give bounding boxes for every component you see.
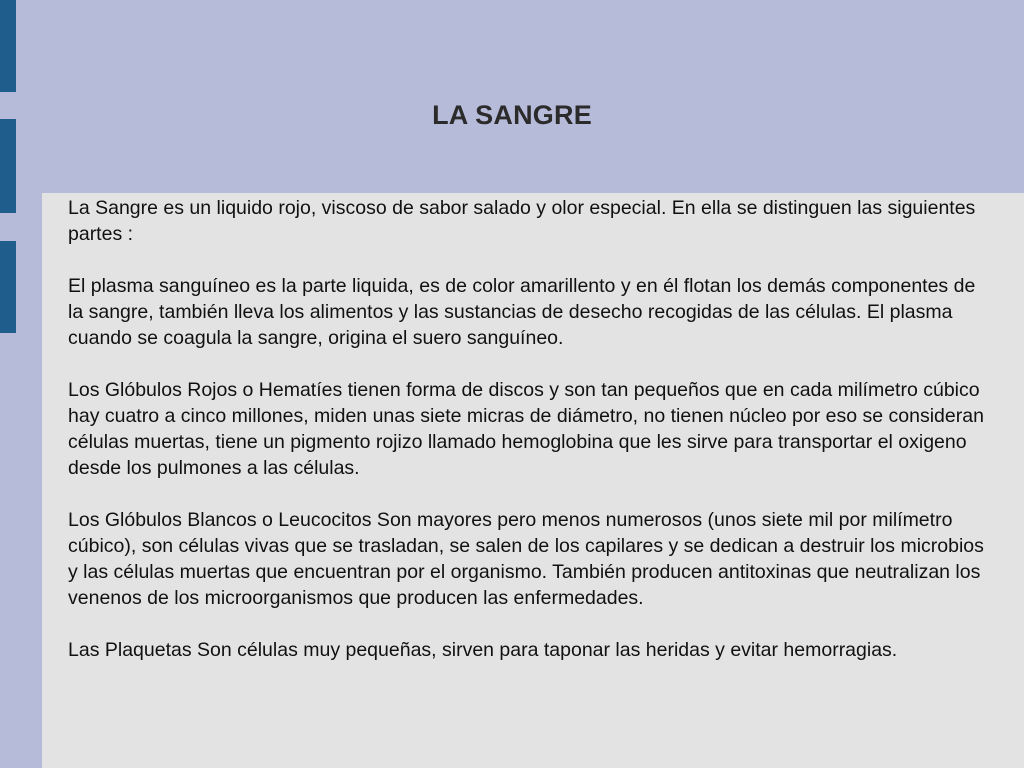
paragraph-white-cells: Los Glóbulos Blancos o Leucocitos Son mayores pero menos numerosos (unos siete mil por milímetro cúbico), son células vivas que se trasladan, se salen de los capilares y se dedican a destruir los microbios y las células muertas que encuentran por el organismo. También producen antitoxinas que neutralizan los venenos de los microorganismos que producen las enfermedades. bbox=[68, 509, 984, 609]
left-accent-bar bbox=[0, 119, 16, 213]
paragraph-platelets: Las Plaquetas Son células muy pequeñas, sirven para taponar las heridas y evitar hemorragias. bbox=[68, 639, 898, 661]
slide-title: LA SANGRE bbox=[432, 100, 592, 130]
paragraph-plasma: El plasma sanguíneo es la parte liquida, es de color amarillento y en él flotan los demás componentes de la sangre, también lleva los alimentos y las sustancias de desecho recogidas de las células. El plasma cuando se coagula la sangre, origina el suero sanguíneo. bbox=[68, 275, 976, 349]
left-accent-bar bbox=[0, 0, 16, 92]
slide-body bbox=[68, 195, 988, 663]
left-accent-bar bbox=[0, 241, 16, 333]
paragraph-red-cells: Los Glóbulos Rojos o Hematíes tienen forma de discos y son tan pequeños que en cada milímetro cúbico hay cuatro a cinco millones, miden unas siete micras de diámetro, no tienen núcleo por eso se consideran células muertas, tiene un pigmento rojizo llamado hemoglobina que les sirve para transportar el oxigeno desde los pulmones a las células. bbox=[68, 379, 984, 479]
paragraph-intro: La Sangre es un liquido rojo, viscoso de sabor salado y olor especial. En ella se distinguen las siguientes partes : bbox=[68, 197, 976, 245]
